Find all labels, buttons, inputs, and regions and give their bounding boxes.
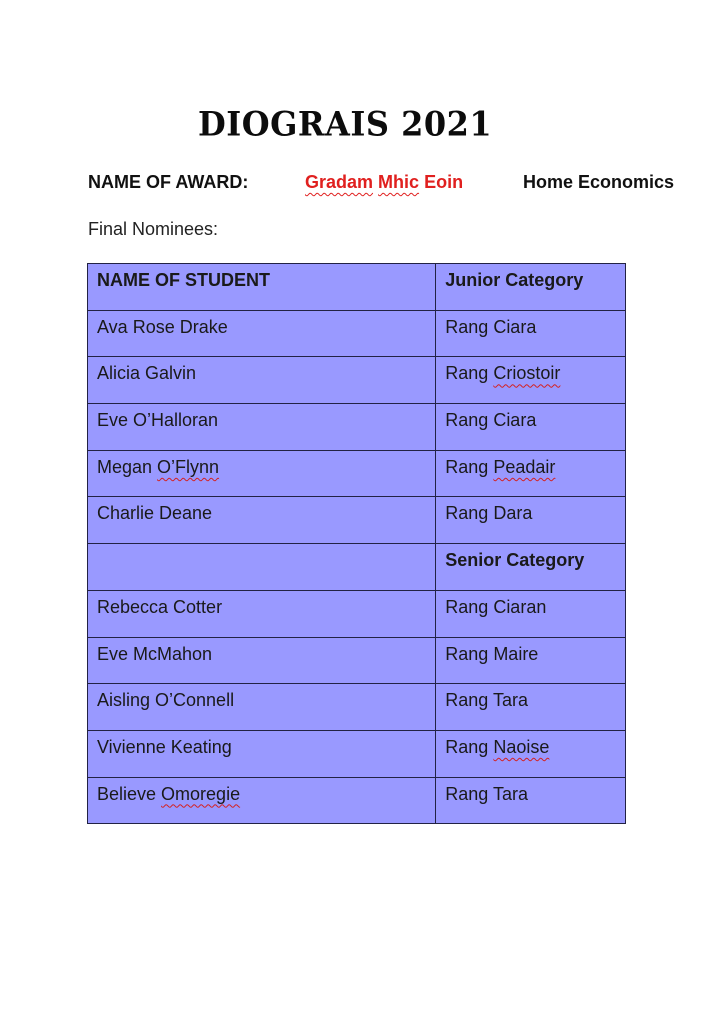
student-class-cell [436, 684, 626, 731]
table-row [88, 590, 626, 637]
header-name-of-student: NAME OF STUDENT [97, 270, 270, 290]
table-row [88, 310, 626, 357]
name-word-oflynn: O’Flynn [157, 456, 220, 477]
table-row [88, 497, 626, 544]
student-class-cell [436, 777, 626, 824]
table-row [88, 357, 626, 404]
student-class: Rang Ciara [445, 316, 537, 337]
student-name-cell [88, 404, 436, 451]
student-class-cell [436, 404, 626, 451]
table-row [88, 450, 626, 497]
table-row [88, 777, 626, 824]
student-class-cell [436, 357, 626, 404]
student-class-cell [436, 497, 626, 544]
student-class: Rang Tara [445, 690, 529, 711]
student-name-cell [88, 777, 436, 824]
student-name-cell [88, 310, 436, 357]
student-class: Rang Ciaran [445, 596, 547, 617]
table-header-cell [88, 264, 436, 311]
student-name: Eve McMahon [97, 643, 213, 664]
student-class: Rang Tara [445, 783, 529, 804]
student-name: Charlie Deane [97, 503, 213, 524]
student-class-cell [436, 450, 626, 497]
award-label: NAME OF AWARD: [88, 172, 249, 192]
student-class: Rang Dara [445, 503, 533, 524]
student-name-cell [88, 637, 436, 684]
senior-header-empty [97, 544, 435, 550]
student-name: Vivienne Keating [97, 736, 232, 757]
table-header-cell [88, 544, 436, 591]
student-name: Eve O’Halloran [97, 410, 219, 431]
document-title: DIOGRAIS 2021 [198, 104, 493, 144]
table-row [88, 404, 626, 451]
student-class: Rang Maire [445, 643, 539, 664]
class-word-peadair: Peadair [493, 456, 556, 477]
student-class-cell [436, 637, 626, 684]
class-word-naoise: Naoise [493, 736, 550, 757]
header-junior-category: Junior Category [445, 270, 584, 290]
student-name-cell [88, 684, 436, 731]
student-class: Rang Ciara [445, 410, 537, 431]
student-class: Rang Criostoir [445, 363, 561, 384]
student-name-cell [88, 357, 436, 404]
name-word-omoregie: Omoregie [161, 783, 241, 804]
senior-header-row [88, 544, 626, 591]
table-header-cell [436, 544, 626, 591]
student-name: Megan O’Flynn [97, 456, 220, 477]
award-name-word-3: Eoin [424, 172, 464, 192]
student-name-cell [88, 590, 436, 637]
student-class-cell [436, 730, 626, 777]
student-class-cell [436, 310, 626, 357]
class-word-criostoir: Criostoir [493, 363, 561, 384]
student-name: Ava Rose Drake [97, 316, 228, 337]
table-header-row [88, 264, 626, 311]
nominees-table [87, 263, 626, 824]
header-senior-category: Senior Category [445, 550, 585, 571]
student-name-cell [88, 450, 436, 497]
award-row [0, 172, 709, 198]
table-row [88, 684, 626, 731]
student-name-cell [88, 497, 436, 544]
award-subject: Home Economics [523, 172, 675, 192]
award-name-word-1: Gradam [305, 172, 374, 192]
student-class: Rang Peadair [445, 456, 556, 477]
student-class: Rang Naoise [445, 736, 550, 757]
award-name-word-2: Mhic [378, 172, 420, 192]
student-name: Alicia Galvin [97, 363, 197, 384]
student-class-cell [436, 590, 626, 637]
student-name: Aisling O’Connell [97, 690, 235, 711]
table-header-cell [436, 264, 626, 311]
table-row [88, 637, 626, 684]
nominees-label: Final Nominees: [88, 219, 219, 239]
student-name: Believe Omoregie [97, 783, 241, 804]
table-row [88, 730, 626, 777]
award-name [305, 172, 463, 193]
student-name: Rebecca Cotter [97, 596, 223, 617]
student-name-cell [88, 730, 436, 777]
